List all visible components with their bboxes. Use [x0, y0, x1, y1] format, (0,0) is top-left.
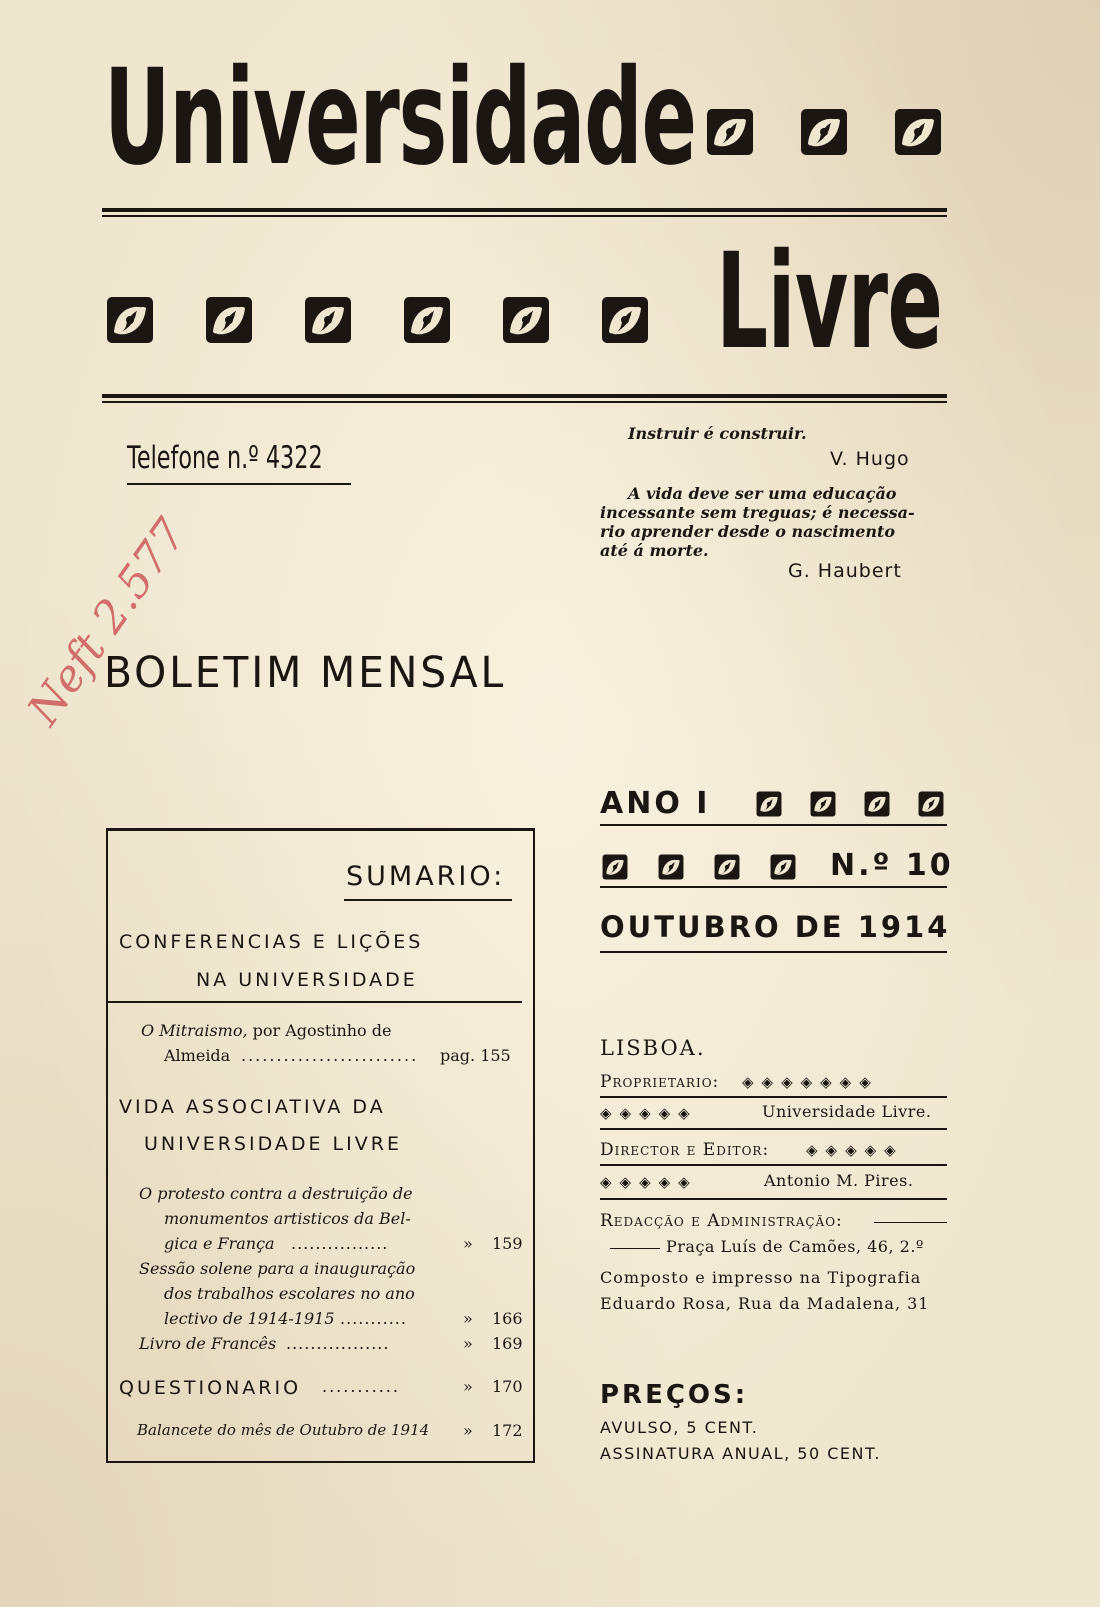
imprint-admin-label: Redacção e Administração:: [600, 1211, 843, 1231]
imprint-proprietor: Universidade Livre.: [762, 1102, 932, 1121]
prices-heading: PREÇOS:: [600, 1380, 749, 1410]
toc-ditto-mark: »: [463, 1309, 473, 1328]
toc-ditto-mark: »: [463, 1334, 473, 1353]
ornament-icon: [894, 108, 942, 156]
toc-leader-dots: ................: [291, 1234, 389, 1253]
toc-item-title: O Mitraismo,: [141, 1021, 248, 1040]
imprint-rule: [600, 1198, 947, 1200]
ornament-icon: [800, 108, 848, 156]
toc-leader-dots: .........................: [241, 1046, 419, 1065]
ornament-icon: [706, 108, 754, 156]
ornament-icon: [810, 791, 836, 817]
imprint-rule: [600, 1164, 947, 1166]
price-single: AVULSO, 5 CENT.: [600, 1418, 759, 1437]
issue-ornaments-row2: [602, 854, 796, 880]
imprint-city: LISBOA.: [600, 1036, 706, 1060]
section-heading-questionario: QUESTIONARIO: [119, 1377, 302, 1399]
ornament-icon: [714, 854, 740, 880]
toc-page-number: pag. 155: [440, 1046, 511, 1065]
toc-item-text: gica e França: [164, 1234, 275, 1253]
imprint-printer-line: Composto e impresso na Tipografia: [600, 1268, 922, 1287]
ornament-icon: [770, 854, 796, 880]
ornament-icon: [602, 854, 628, 880]
imprint-printer-line: Eduardo Rosa, Rua da Madalena, 31: [600, 1294, 930, 1313]
toc-page-number: 170: [492, 1377, 523, 1396]
bulletin-label: BOLETIM MENSAL: [104, 648, 507, 698]
masthead-ornaments-top: [706, 108, 942, 156]
issue-number: N.º 10: [830, 848, 954, 883]
toc-item-text: Balancete do mês de Outubro de 1914: [137, 1421, 430, 1439]
toc-item-protesto-line2: [164, 1209, 411, 1228]
toc-item-sessao-line2: [164, 1284, 415, 1303]
ornament-icon: [403, 296, 451, 344]
toc-ditto-mark: »: [463, 1377, 473, 1396]
issue-year: ANO I: [600, 786, 711, 821]
ornament-icon: [864, 791, 890, 817]
toc-item-livro: [139, 1334, 276, 1353]
section-heading-conferencias: CONFERENCIAS E LIÇÕES: [119, 931, 424, 953]
imprint-address: Praça Luís de Camões, 46, 2.º: [666, 1237, 924, 1256]
ornament-icon: [658, 854, 684, 880]
ornament-icon: [502, 296, 550, 344]
toc-item-text: por Agostinho de: [252, 1021, 392, 1040]
masthead-double-rule: [102, 208, 947, 212]
toc-item-text: Livro de Francês: [139, 1334, 277, 1353]
ornament-icon: [304, 296, 352, 344]
epigraph-author-2: G. Haubert: [788, 560, 902, 582]
telephone-underline: [127, 483, 351, 485]
epigraph-quote-2-line: A vida deve ser uma educação: [628, 484, 897, 503]
summary-heading: SUMARIO:: [346, 861, 506, 892]
ornament-icon: [601, 296, 649, 344]
summary-box: [106, 828, 535, 1463]
epigraph-author-1: V. Hugo: [830, 448, 910, 470]
ornament-icon: [205, 296, 253, 344]
epigraph-quote-2-line: incessante sem treguas; é necessa-: [600, 503, 915, 522]
issue-rule: [600, 824, 947, 826]
epigraph-quote-2-line: rio aprender desde o nascimento: [600, 522, 896, 541]
issue-ornaments-row1: [756, 791, 944, 817]
imprint-proprietor-label: Proprietario:: [600, 1072, 720, 1092]
masthead-title-livre: Livre: [716, 225, 943, 379]
diamond-leader: ◈◈◈◈◈: [600, 1173, 698, 1191]
ornament-icon: [756, 791, 782, 817]
diamond-leader: ◈◈◈◈◈: [600, 1104, 698, 1122]
price-subscription: ASSINATURA ANUAL, 50 CENT.: [600, 1444, 881, 1463]
imprint-leader-line: [874, 1222, 947, 1223]
epigraph-quote-1: Instruir é construir.: [628, 424, 807, 443]
toc-item-balancete: [137, 1421, 429, 1439]
toc-item-sessao: [139, 1259, 415, 1278]
epigraph-quote-2-line: até á morte.: [600, 541, 709, 560]
toc-item-text: lectivo de 1914-1915: [164, 1309, 335, 1328]
masthead-ornaments-bottom: [106, 296, 649, 344]
toc-page-number: 169: [492, 1334, 523, 1353]
toc-leader-dots: ...........: [322, 1377, 400, 1396]
toc-item-text: Almeida: [164, 1046, 231, 1065]
toc-ditto-mark: »: [463, 1234, 473, 1253]
imprint-director: Antonio M. Pires.: [764, 1171, 914, 1190]
toc-leader-dots: ...........: [340, 1309, 407, 1328]
toc-item-text: Sessão solene para a inauguração: [139, 1259, 416, 1278]
toc-item-text: monumentos artisticos da Bel-: [164, 1209, 411, 1228]
issue-rule: [600, 886, 947, 888]
ornament-icon: [106, 296, 154, 344]
section-heading-vida-associativa: VIDA ASSOCIATIVA DA: [119, 1096, 386, 1118]
imprint-director-label: Director e Editor:: [600, 1140, 770, 1160]
telephone-number: Telefone n.º 4322: [127, 440, 323, 476]
toc-leader-dots: .................: [286, 1334, 390, 1353]
section-divider: [108, 1001, 522, 1003]
toc-item-mitraismo: [141, 1021, 391, 1040]
masthead-title-universidade: Universidade: [104, 41, 696, 195]
toc-item-text: dos trabalhos escolares no ano: [164, 1284, 415, 1303]
issue-date: OUTUBRO DE 1914: [600, 910, 951, 944]
ornament-icon: [918, 791, 944, 817]
masthead-double-rule: [102, 394, 947, 398]
issue-rule: [600, 951, 947, 953]
diamond-leader: ◈◈◈◈◈◈◈: [742, 1073, 879, 1091]
library-stamp-handwriting: Neft 2.577: [18, 509, 197, 735]
section-heading-vida-associativa-line2: UNIVERSIDADE LIVRE: [144, 1133, 402, 1155]
toc-item-sessao-line3: [164, 1309, 335, 1328]
summary-heading-underline: [344, 899, 512, 901]
toc-item-text: O protesto contra a destruição de: [139, 1184, 413, 1203]
toc-item-protesto-line3: [164, 1234, 275, 1253]
section-heading-conferencias-line2: NA UNIVERSIDADE: [196, 969, 418, 991]
toc-ditto-mark: »: [463, 1421, 473, 1440]
imprint-rule: [600, 1128, 947, 1130]
toc-page-number: 166: [492, 1309, 523, 1328]
imprint-rule: [600, 1096, 947, 1098]
imprint-leader-line: [610, 1248, 660, 1249]
toc-page-number: 159: [492, 1234, 523, 1253]
diamond-leader: ◈◈◈◈◈: [806, 1141, 904, 1159]
toc-page-number: 172: [492, 1421, 523, 1440]
toc-item-protesto: [139, 1184, 413, 1203]
